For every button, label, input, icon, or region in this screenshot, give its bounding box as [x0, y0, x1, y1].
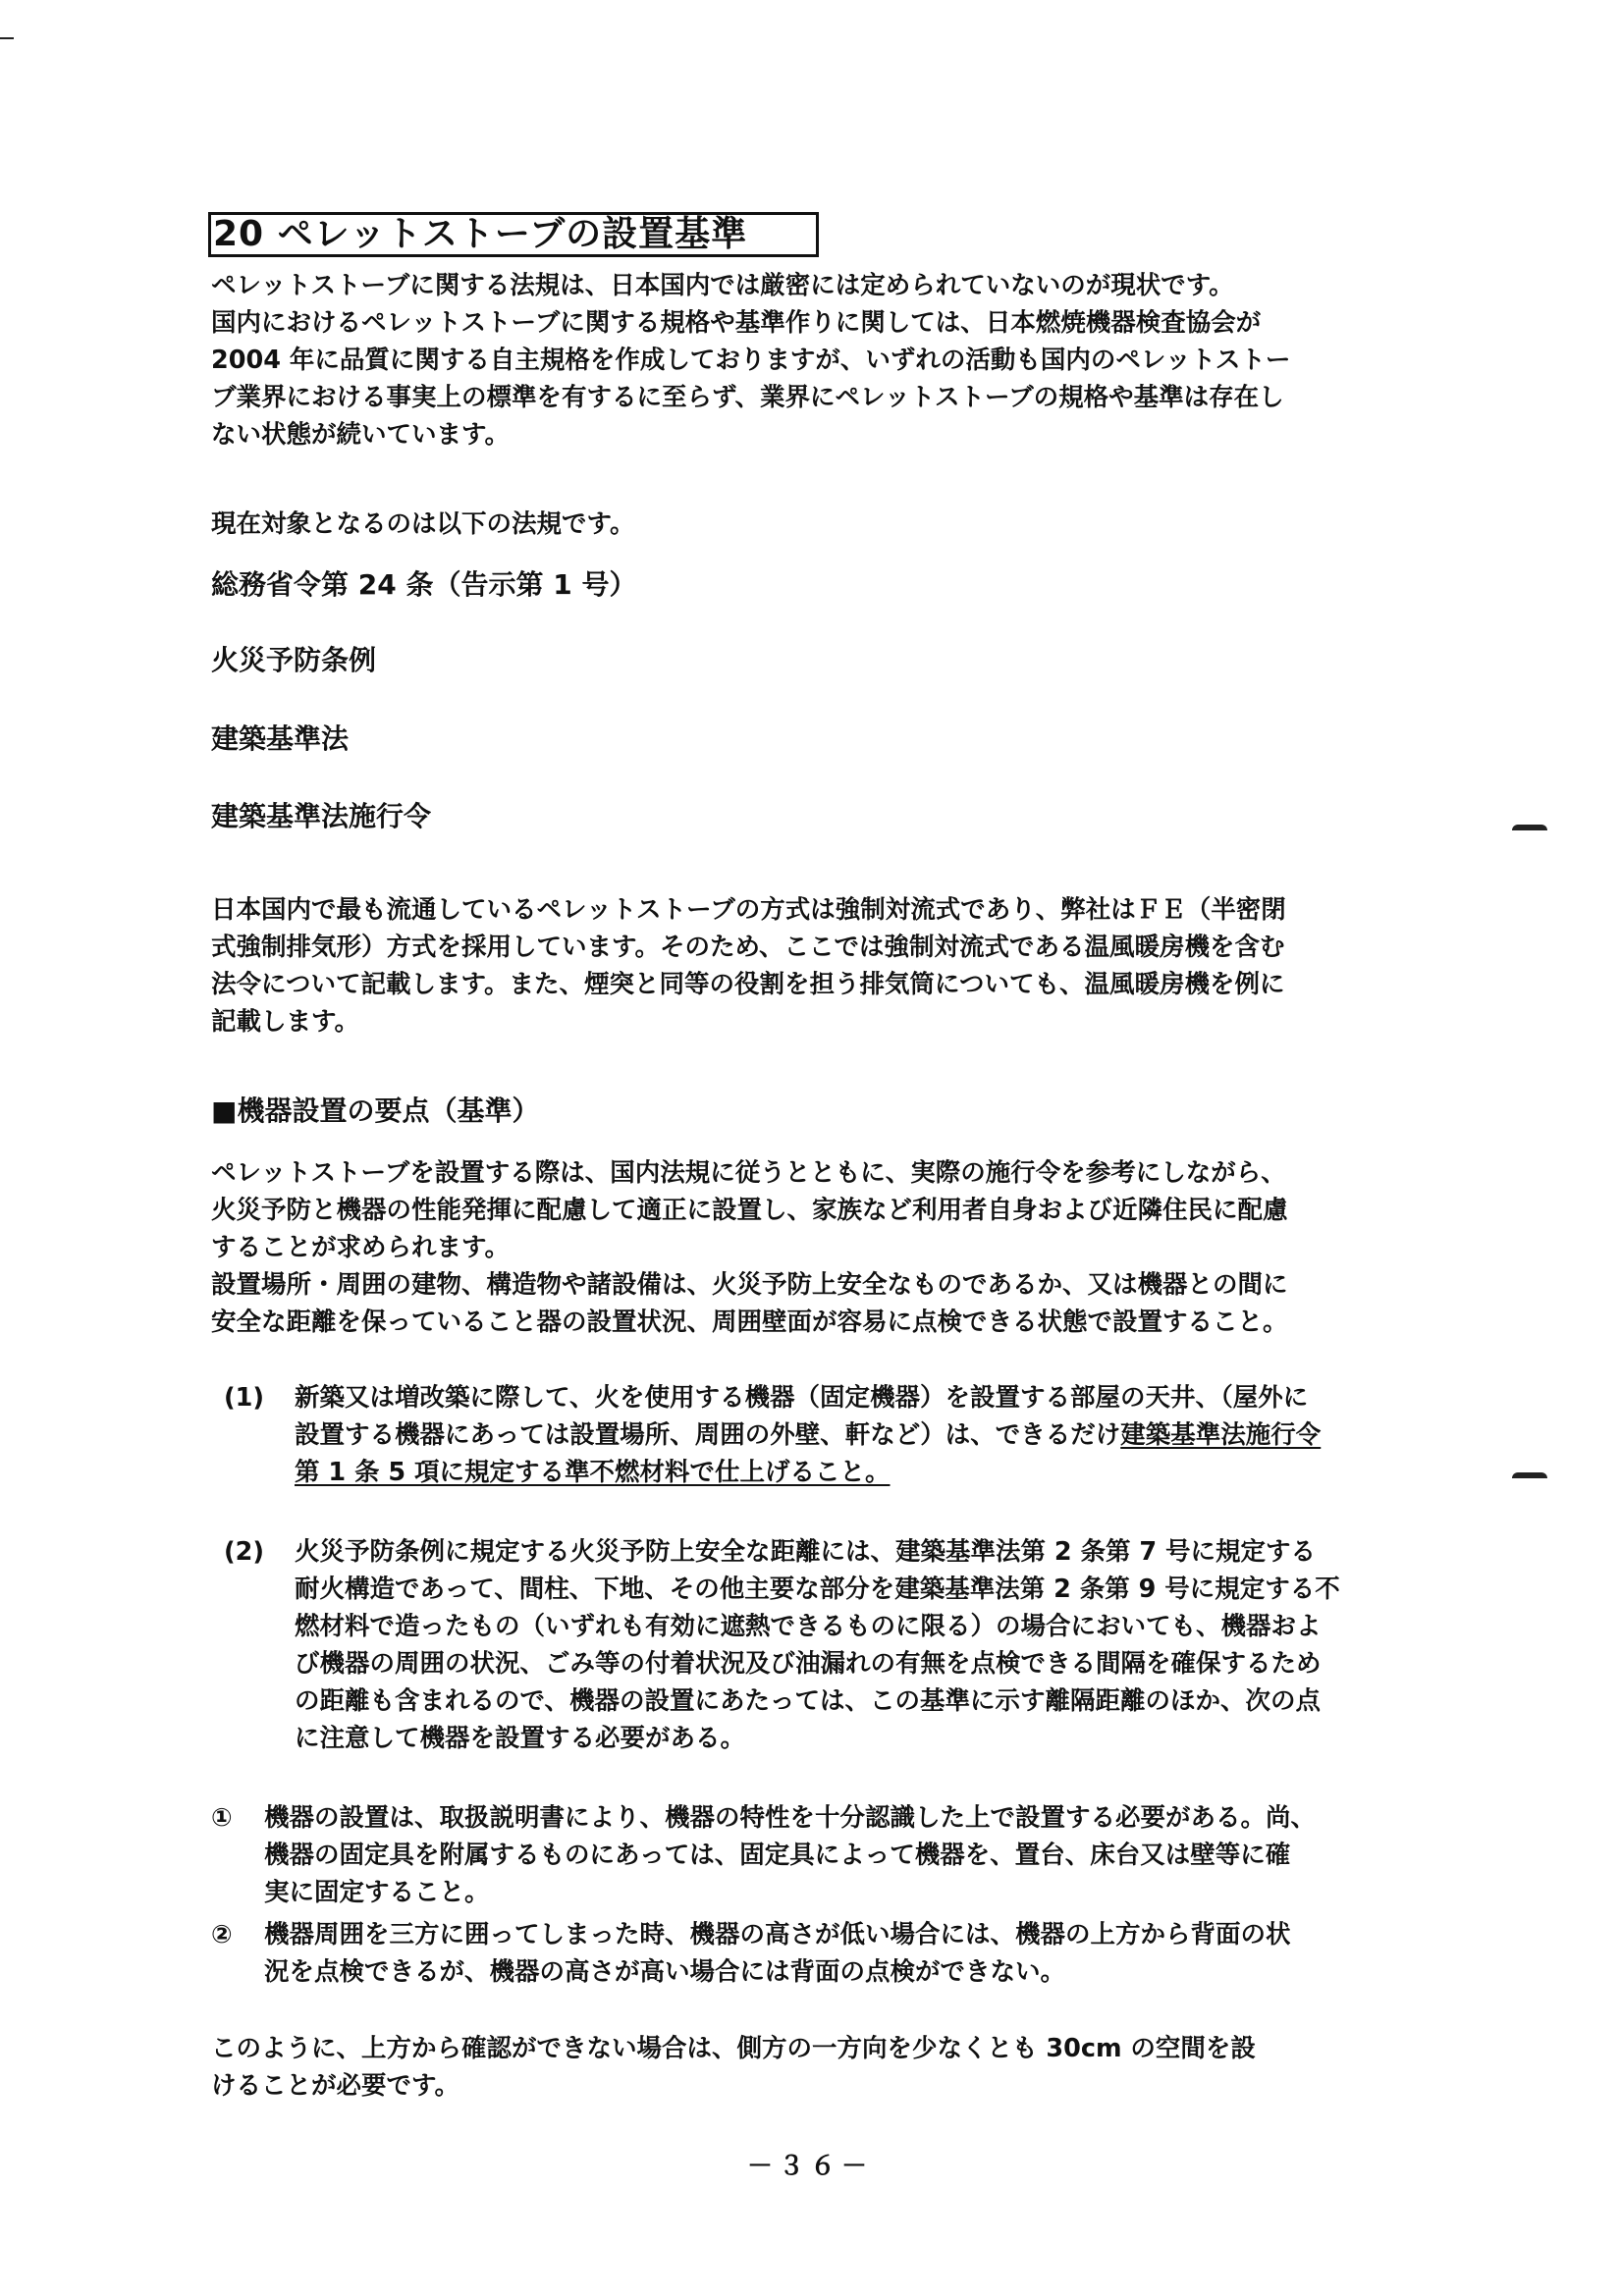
item-line: 新築又は増改築に際して、火を使用する機器（固定機器）を設置する部屋の天井、（屋外に [295, 1383, 1309, 1413]
method-line: 日本国内で最も流通しているペレットストーブの方式は強制対流式であり、弊社はＦＥ（半密閉 [211, 895, 1286, 925]
law-item: 建築基準法 [211, 722, 350, 755]
page-number: －３６－ [746, 2152, 873, 2181]
intro-line: ペレットストーブに関する法規は、日本国内では厳密には定められていないのが現状です。 [211, 271, 1234, 300]
conclusion-line: このように、上方から確認ができない場合は、側方の一方向を少なくとも 30cm の空間を設 [211, 2034, 1256, 2063]
item-line-plain: 設置する機器にあっては設置場所、周囲の外壁、軒など）は、できるだけ [295, 1420, 1121, 1450]
item-line: 況を点検できるが、機器の高さが高い場合には背面の点検ができない。 [264, 1957, 1066, 1987]
law-item: 総務省令第 24 条（告示第 1 号） [211, 568, 637, 601]
item-line: び機器の周囲の状況、ごみ等の付着状況及び油漏れの有無を点検できる間隔を確保するため [295, 1649, 1322, 1679]
page-title: 20 ペレットストーブの設置基準 [208, 212, 819, 257]
item-line: 機器周囲を三方に囲ってしまった時、機器の高さが低い場合には、機器の上方から背面の状 [264, 1920, 1291, 1949]
item-line-underlined: 建築基準法施行令 [1120, 1420, 1322, 1450]
item-marker: (2) [224, 1537, 265, 1567]
scan-mark-right-2 [1512, 1472, 1547, 1478]
item-line-2 [295, 1416, 1321, 1454]
setup-line: 設置場所・周囲の建物、構造物や諸設備は、火災予防上安全なものであるか、又は機器との間に [211, 1270, 1288, 1300]
item-line: の距離も含まれるので、機器の設置にあたっては、この基準に示す離隔距離のほか、次の点 [295, 1686, 1321, 1716]
item-text [295, 1379, 1321, 1491]
item-line-underlined: 第 1 条 5 項に規定する準不燃材料で仕上げること。 [295, 1458, 891, 1487]
item-marker: (1) [224, 1383, 265, 1413]
item-line: 燃材料で造ったもの（いずれも有効に遮熱できるものに限る）の場合においても、機器およ [295, 1612, 1322, 1641]
current-laws-line: 現在対象となるのは以下の法規です。 [211, 509, 635, 539]
intro-line: 2004 年に品質に関する自主規格を作成しておりますが、いずれの活動も国内のペレットストー [211, 346, 1291, 375]
section-heading: ■機器設置の要点（基準） [211, 1095, 540, 1127]
setup-line: 火災予防と機器の性能発揮に配慮して適正に設置し、家族など利用者自身および近隣住民に配慮 [211, 1196, 1288, 1225]
current-laws-intro [211, 506, 1399, 543]
law-item: 火災予防条例 [211, 644, 377, 676]
conclusion-line: けることが必要です。 [211, 2071, 459, 2101]
method-paragraph [211, 891, 1399, 1041]
intro-line: ない状態が続いています。 [211, 420, 510, 450]
item-text [295, 1533, 1340, 1757]
item-line: 実に固定すること。 [264, 1878, 490, 1907]
setup-line: 安全な距離を保っていること器の設置状況、周囲壁面が容易に点検できる状態で設置すること。 [211, 1308, 1288, 1337]
circled-marker: ② [211, 1920, 233, 1949]
method-line: 記載します。 [211, 1007, 359, 1037]
scan-mark-top-left [0, 37, 14, 39]
item-line: 火災予防条例に規定する火災予防上安全な距離には、建築基準法第 2 条第 7 号に規定する [295, 1537, 1316, 1567]
item-text [264, 1799, 1316, 1911]
method-line: 法令について記載します。また、煙突と同等の役割を担う排気筒についても、温風暖房機を例に [211, 970, 1285, 999]
intro-line: ブ業界における事実上の標準を有するに至らず、業界にペレットストーブの規格や基準は存在し [211, 383, 1284, 412]
intro-paragraph [211, 267, 1399, 454]
item-line: 機器の固定具を附属するものにあっては、固定具によって機器を、置台、床台又は壁等に確 [264, 1841, 1291, 1870]
conclusion-paragraph [211, 2030, 1399, 2105]
item-line: 耐火構造であって、間柱、下地、その他主要な部分を建築基準法第 2 条第 9 号に規定する不 [295, 1575, 1340, 1604]
setup-line: することが求められます。 [211, 1233, 510, 1262]
item-line: に注意して機器を設置する必要がある。 [295, 1724, 746, 1753]
method-line: 式強制排気形）方式を採用しています。そのため、ここでは強制対流式である温風暖房機を含む [211, 933, 1285, 962]
intro-line: 国内におけるペレットストーブに関する規格や基準作りに関しては、日本燃焼機器検査協会が [211, 308, 1262, 338]
setup-paragraph [211, 1154, 1399, 1341]
law-item: 建築基準法施行令 [211, 800, 432, 832]
item-text [264, 1916, 1291, 1991]
scan-mark-right-1 [1512, 825, 1547, 830]
item-line: 機器の設置は、取扱説明書により、機器の特性を十分認識した上で設置する必要がある。尚、 [264, 1803, 1317, 1833]
circled-marker: ① [211, 1803, 233, 1833]
setup-line: ペレットストーブを設置する際は、国内法規に従うとともに、実際の施行令を参考にしながら、 [211, 1158, 1286, 1188]
